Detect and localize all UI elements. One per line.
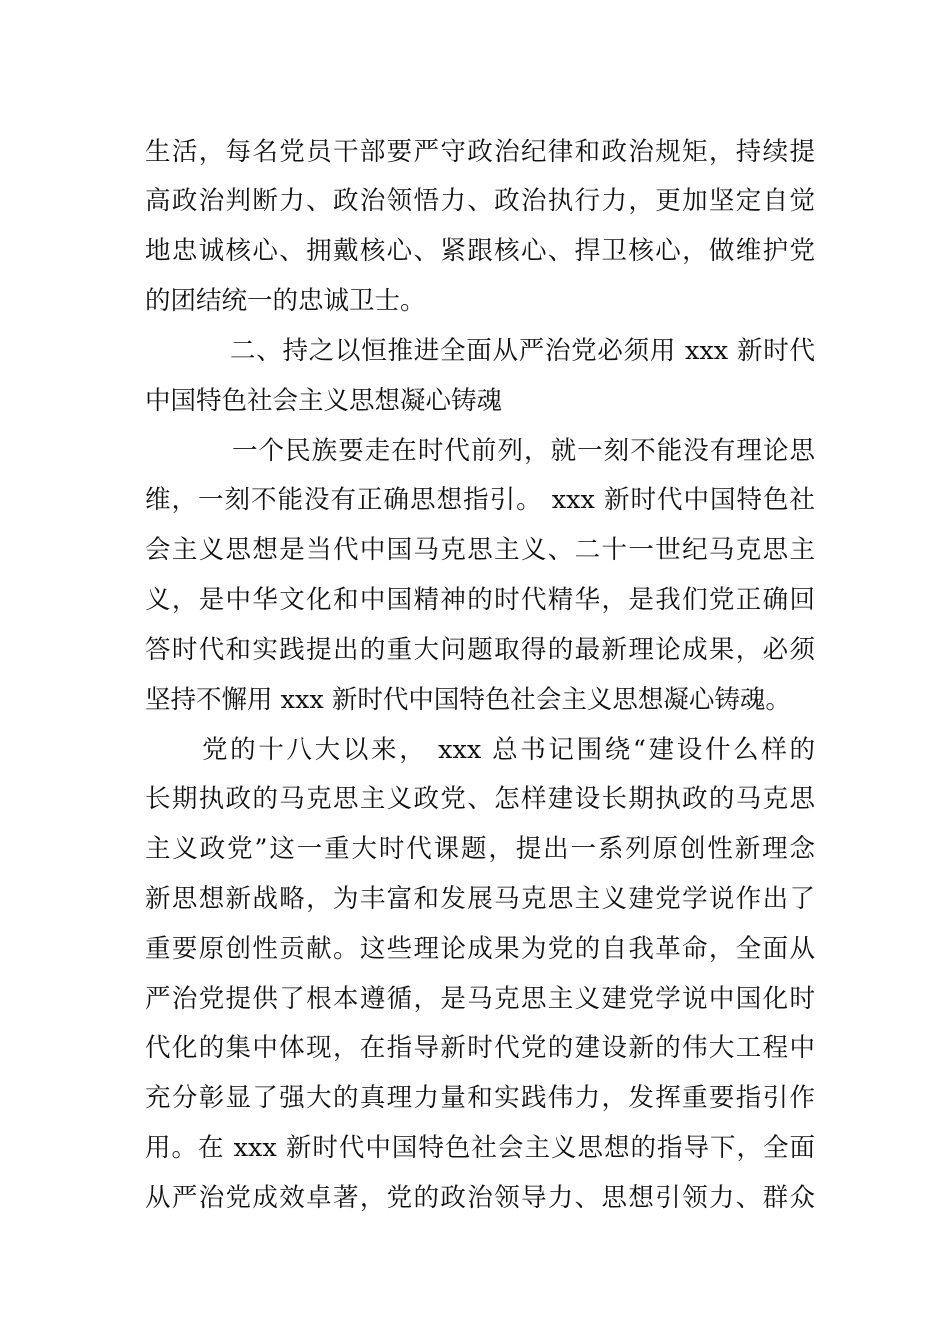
body-text-line: 生活，每名党员干部要严守政治纪律和政治规矩，持续提 [145, 137, 815, 167]
body-text-line: 党的十八大以来， xxx 总书记围绕“建设什么样的 [202, 735, 815, 765]
body-text-line: 充分彰显了强大的真理力量和实践伟力，发挥重要指引作 [145, 1083, 815, 1113]
body-text-line: 义，是中华文化和中国精神的时代精华，是我们党正确回 [145, 585, 815, 615]
body-text-line: 高政治判断力、政治领悟力、政治执行力，更加坚定自觉 [145, 186, 815, 216]
body-text-line: 长期执政的马克思主义政党、怎样建设长期执政的马克思 [145, 784, 815, 814]
section-heading-line: 二、持之以恒推进全面从严治党必须用 xxx 新时代 [230, 336, 815, 366]
body-text-line: 新思想新战略，为丰富和发展马克思主义建党学说作出了 [145, 884, 815, 914]
body-text-line: 地忠诚核心、拥戴核心、紧跟核心、捍卫核心，做维护党 [145, 236, 815, 266]
body-text-line: 用。在 xxx 新时代中国特色社会主义思想的指导下，全面 [145, 1133, 815, 1163]
body-text-line: 主义政党”这一重大时代课题，提出一系列原创性新理念 [145, 834, 815, 864]
body-text-line: 一个民族要走在时代前列，就一刻不能没有理论思 [232, 436, 815, 466]
body-text-line: 代化的集中体现，在指导新时代党的建设新的伟大工程中 [145, 1033, 815, 1063]
section-heading-line: 中国特色社会主义思想凝心铸魂 [145, 386, 503, 416]
body-text-line: 会主义思想是当代中国马克思主义、二十一世纪马克思主 [145, 535, 815, 565]
body-text-line: 重要原创性贡献。这些理论成果为党的自我革命，全面从 [145, 934, 815, 964]
body-text-line: 从严治党成效卓著，党的政治领导力、思想引领力、群众 [145, 1183, 815, 1213]
body-text-line: 维，一刻不能没有正确思想指引。 xxx 新时代中国特色社 [145, 485, 815, 515]
body-text-line: 严治党提供了根本遵循，是马克思主义建党学说中国化时 [145, 984, 815, 1014]
body-text-line: 的团结统一的忠诚卫士。 [145, 286, 426, 316]
body-text-line: 答时代和实践提出的重大问题取得的最新理论成果，必须 [145, 635, 815, 665]
body-text-line: 坚持不懈用 xxx 新时代中国特色社会主义思想凝心铸魂。 [145, 685, 791, 715]
